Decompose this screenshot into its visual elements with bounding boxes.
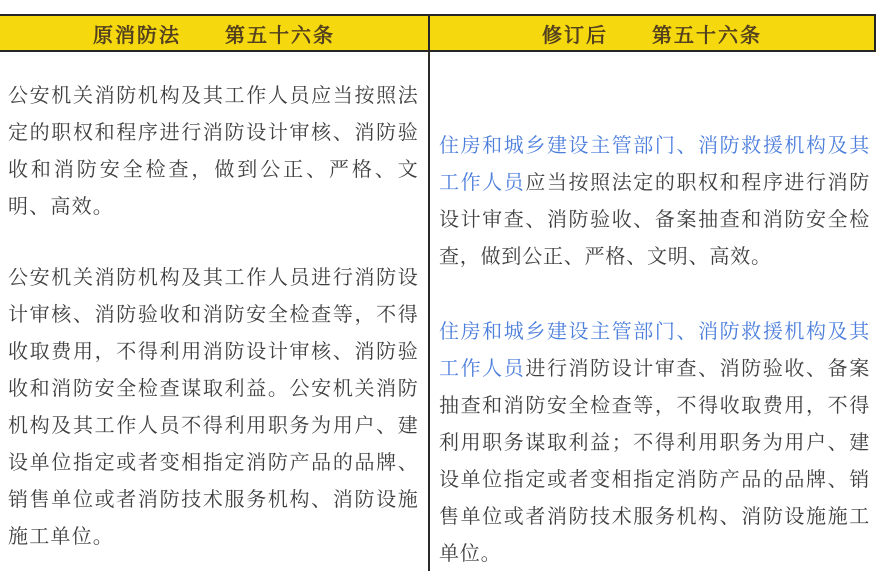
- revised-highlight-2: 住房和城乡建设主管部门、消防救援机构及其工作人员: [439, 321, 870, 380]
- original-law-paragraph-1: 公安机关消防机构及其工作人员应当按照法定的职权和程序进行消防设计审核、消防验收和消防安全检查，做到公正、严格、文明、高效。: [8, 85, 419, 218]
- table-body-row: [0, 52, 876, 571]
- original-law-column: [0, 52, 430, 571]
- revised-text-1: 应当按照法定的职权和程序进行消防设计审查、消防验收、备案抽查和消防安全检查，做到公正、严格、文明、高效。: [439, 172, 870, 268]
- original-law-header-label: 原消防法 第五十六条: [93, 24, 335, 47]
- revised-text-2: 进行消防设计审查、消防验收、备案抽查和消防安全检查等，不得收取费用，不得利用职务谋取利益；不得利用职务为用户、建设单位指定或者变相指定消防产品的品牌、销售单位或者消防技术服务机构、消防设施施工单位。: [439, 358, 870, 565]
- revised-law-paragraph-2: [439, 314, 870, 571]
- revised-law-header-cell: [430, 14, 876, 52]
- revised-law-header-label: 修订后 第五十六条: [542, 24, 762, 47]
- revised-highlight-1: 住房和城乡建设主管部门、消防救援机构及其工作人员: [439, 135, 870, 194]
- original-law-header-cell: [0, 14, 430, 52]
- law-comparison-table: [0, 14, 876, 571]
- revised-law-paragraph-1: [439, 128, 870, 276]
- table-header-row: [0, 14, 876, 52]
- revised-law-column: [430, 52, 876, 571]
- original-law-paragraph-2: 公安机关消防机构及其工作人员进行消防设计审核、消防验收和消防安全检查等，不得收取费用，不得利用消防设计审核、消防验收和消防安全检查谋取利益。公安机关消防机构及其工作人员不得利用职务为用户、建设单位指定或者变相指定消防产品的品牌、销售单位或者消防技术服务机构、消防设施施工单位。: [8, 267, 419, 548]
